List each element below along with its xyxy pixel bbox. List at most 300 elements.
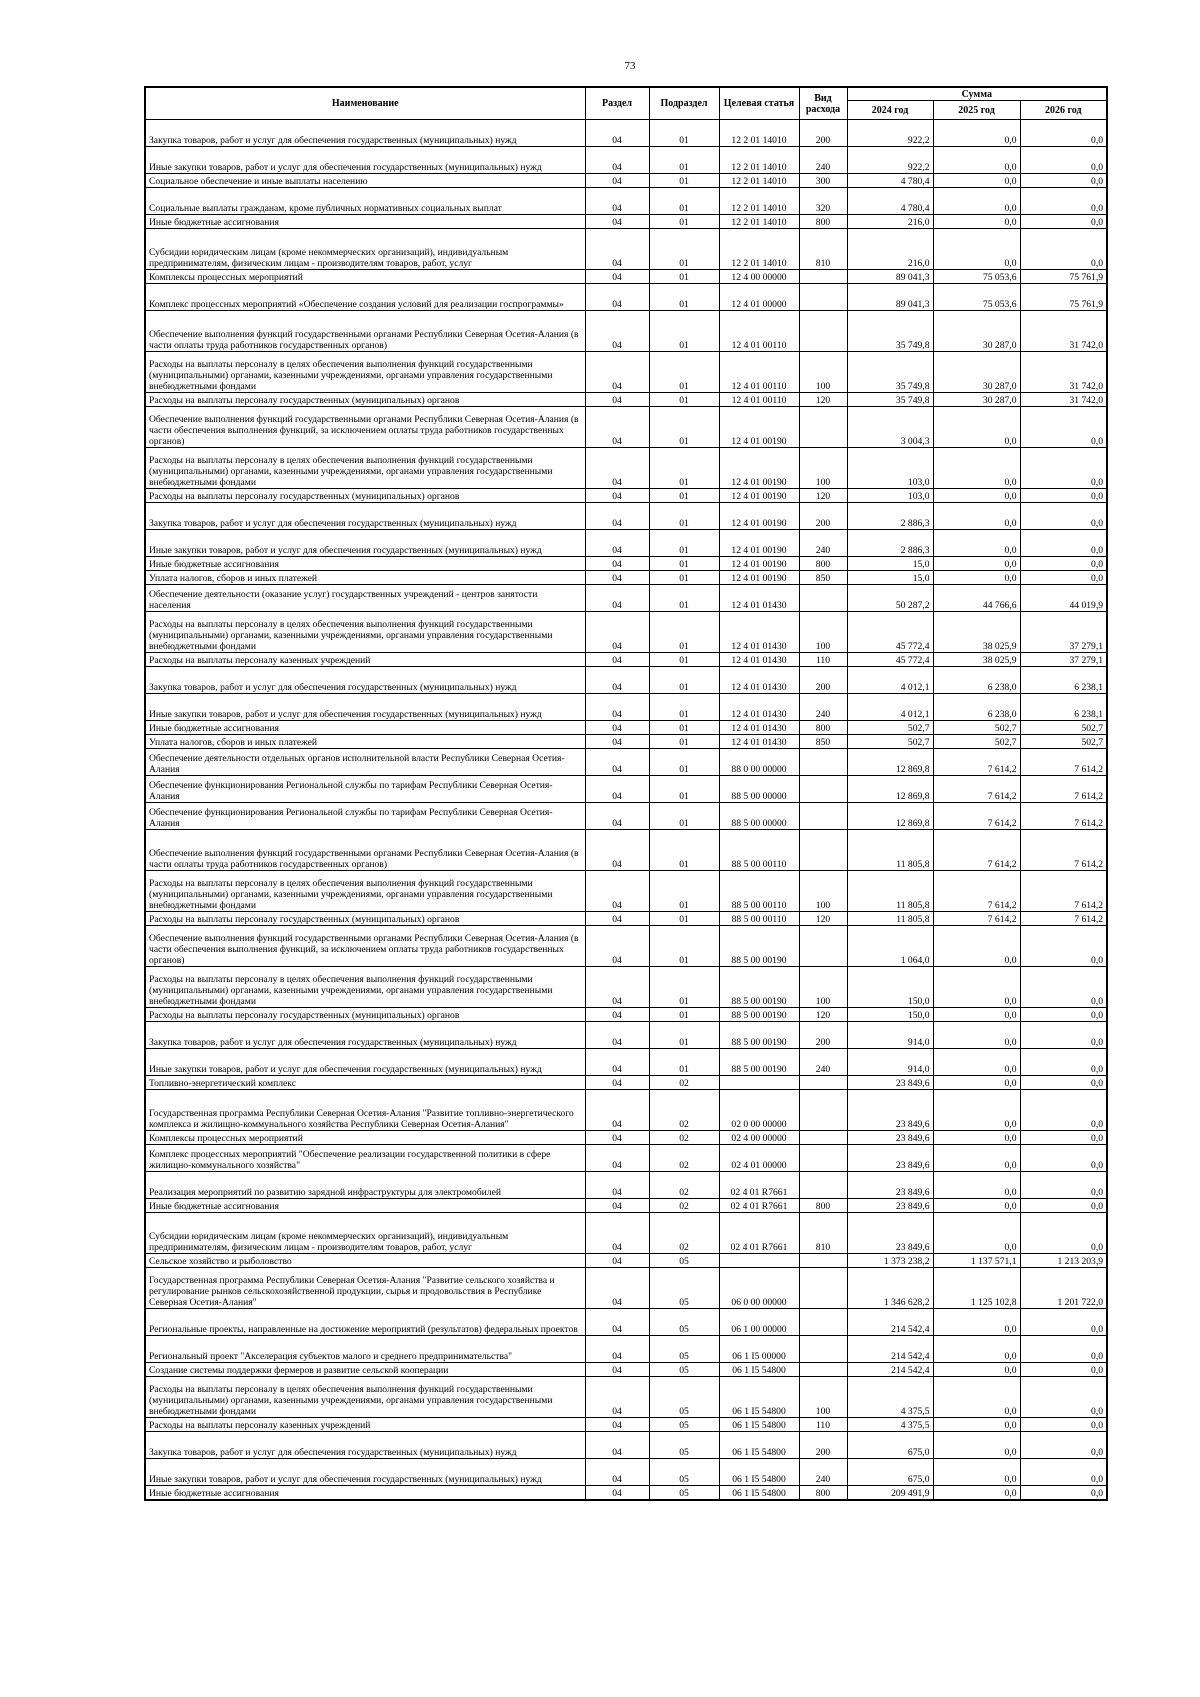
row-podrazdel: 01 — [649, 585, 719, 612]
row-sum-2026: 0,0 — [1020, 571, 1107, 585]
row-razdel: 04 — [585, 1213, 649, 1254]
row-sum-2025: 0,0 — [933, 1336, 1020, 1363]
row-name: Расходы на выплаты персоналу казенных учреждений — [145, 653, 585, 667]
table-row — [145, 1022, 1107, 1049]
row-podrazdel: 02 — [649, 1131, 719, 1145]
row-sum-2024: 103,0 — [847, 448, 933, 489]
table-row — [145, 1486, 1107, 1500]
row-razdel: 04 — [585, 147, 649, 174]
row-sum-2026: 7 614,2 — [1020, 776, 1107, 803]
row-razdel: 04 — [585, 1049, 649, 1076]
row-sum-2024: 1 064,0 — [847, 926, 933, 967]
row-razdel: 04 — [585, 912, 649, 926]
row-sum-2026: 31 742,0 — [1020, 311, 1107, 352]
row-name: Комплекс процессных мероприятий «Обеспечение создания условий для реализации госпрограммы» — [145, 284, 585, 311]
row-celevaya-statya: 02 4 01 R7661 — [719, 1172, 799, 1199]
row-vid-rashoda — [799, 311, 847, 352]
row-sum-2025: 0,0 — [933, 229, 1020, 270]
row-podrazdel: 05 — [649, 1459, 719, 1486]
row-sum-2026: 7 614,2 — [1020, 803, 1107, 830]
row-name: Комплексы процессных мероприятий — [145, 1131, 585, 1145]
row-sum-2026: 1 213 203,9 — [1020, 1254, 1107, 1268]
row-razdel: 04 — [585, 120, 649, 147]
row-razdel: 04 — [585, 721, 649, 735]
table-row — [145, 1363, 1107, 1377]
row-razdel: 04 — [585, 352, 649, 393]
row-vid-rashoda: 800 — [799, 215, 847, 229]
row-sum-2024: 150,0 — [847, 967, 933, 1008]
row-sum-2024: 15,0 — [847, 557, 933, 571]
row-sum-2025: 0,0 — [933, 1008, 1020, 1022]
table-row — [145, 1076, 1107, 1090]
row-sum-2024: 23 849,6 — [847, 1199, 933, 1213]
row-podrazdel: 01 — [649, 393, 719, 407]
row-sum-2025: 7 614,2 — [933, 912, 1020, 926]
row-sum-2024: 12 869,8 — [847, 803, 933, 830]
row-vid-rashoda: 110 — [799, 1418, 847, 1432]
row-sum-2024: 35 749,8 — [847, 393, 933, 407]
row-sum-2026: 6 238,1 — [1020, 667, 1107, 694]
row-vid-rashoda — [799, 1309, 847, 1336]
row-sum-2026: 0,0 — [1020, 1459, 1107, 1486]
row-sum-2025: 0,0 — [933, 1486, 1020, 1500]
row-celevaya-statya: 06 1 I5 54800 — [719, 1486, 799, 1500]
row-podrazdel: 02 — [649, 1090, 719, 1131]
row-sum-2026: 31 742,0 — [1020, 352, 1107, 393]
header-razdel: Раздел — [585, 87, 649, 120]
table-row — [145, 311, 1107, 352]
row-vid-rashoda: 800 — [799, 1199, 847, 1213]
row-podrazdel: 01 — [649, 530, 719, 557]
row-vid-rashoda — [799, 803, 847, 830]
row-name: Расходы на выплаты персоналу государственных (муниципальных) органов — [145, 489, 585, 503]
row-vid-rashoda — [799, 284, 847, 311]
row-celevaya-statya: 12 4 01 01430 — [719, 667, 799, 694]
table-row — [145, 1268, 1107, 1309]
row-vid-rashoda: 120 — [799, 489, 847, 503]
row-sum-2025: 0,0 — [933, 1049, 1020, 1076]
row-podrazdel: 01 — [649, 284, 719, 311]
row-razdel: 04 — [585, 1022, 649, 1049]
table-body — [145, 120, 1107, 1500]
row-name: Обеспечение деятельности (оказание услуг) государственных учреждений - центров занятости населения — [145, 585, 585, 612]
row-vid-rashoda: 120 — [799, 1008, 847, 1022]
row-name: Комплексы процессных мероприятий — [145, 270, 585, 284]
row-sum-2024: 1 373 238,2 — [847, 1254, 933, 1268]
row-sum-2026: 502,7 — [1020, 721, 1107, 735]
row-celevaya-statya: 88 5 00 00190 — [719, 1008, 799, 1022]
row-sum-2026: 75 761,9 — [1020, 284, 1107, 311]
row-celevaya-statya: 88 5 00 00110 — [719, 830, 799, 871]
row-name: Иные бюджетные ассигнования — [145, 215, 585, 229]
table-row — [145, 188, 1107, 215]
row-sum-2024: 4 012,1 — [847, 667, 933, 694]
row-razdel: 04 — [585, 215, 649, 229]
row-vid-rashoda: 200 — [799, 667, 847, 694]
row-celevaya-statya: 88 5 00 00190 — [719, 1022, 799, 1049]
row-celevaya-statya: 88 0 00 00000 — [719, 749, 799, 776]
row-name: Иные закупки товаров, работ и услуг для обеспечения государственных (муниципальных) нужд — [145, 1459, 585, 1486]
row-razdel: 04 — [585, 1363, 649, 1377]
row-vid-rashoda: 100 — [799, 352, 847, 393]
row-razdel: 04 — [585, 1418, 649, 1432]
row-sum-2024: 15,0 — [847, 571, 933, 585]
row-celevaya-statya: 88 5 00 00190 — [719, 926, 799, 967]
row-celevaya-statya — [719, 1076, 799, 1090]
header-name: Наименование — [145, 87, 585, 120]
row-sum-2025: 75 053,6 — [933, 284, 1020, 311]
row-sum-2024: 45 772,4 — [847, 653, 933, 667]
row-name: Создание системы поддержки фермеров и развитие сельской кооперации — [145, 1363, 585, 1377]
row-podrazdel: 01 — [649, 667, 719, 694]
row-sum-2026: 0,0 — [1020, 1145, 1107, 1172]
row-sum-2025: 0,0 — [933, 1418, 1020, 1432]
table-row — [145, 530, 1107, 557]
row-razdel: 04 — [585, 926, 649, 967]
row-celevaya-statya: 06 1 I5 54800 — [719, 1363, 799, 1377]
row-podrazdel: 01 — [649, 871, 719, 912]
row-vid-rashoda: 200 — [799, 503, 847, 530]
row-celevaya-statya: 12 4 01 01430 — [719, 585, 799, 612]
row-sum-2024: 4 780,4 — [847, 174, 933, 188]
row-sum-2026: 0,0 — [1020, 448, 1107, 489]
row-sum-2026: 0,0 — [1020, 1090, 1107, 1131]
row-sum-2024: 35 749,8 — [847, 352, 933, 393]
row-razdel: 04 — [585, 1090, 649, 1131]
row-name: Закупка товаров, работ и услуг для обеспечения государственных (муниципальных) нужд — [145, 503, 585, 530]
row-name: Комплекс процессных мероприятий "Обеспечение реализации государственной политики в сфере жилищно-коммунального хозяйства" — [145, 1145, 585, 1172]
row-vid-rashoda — [799, 1172, 847, 1199]
table-row — [145, 776, 1107, 803]
row-sum-2026: 0,0 — [1020, 1049, 1107, 1076]
row-razdel: 04 — [585, 1199, 649, 1213]
row-sum-2025: 0,0 — [933, 1199, 1020, 1213]
row-celevaya-statya: 12 4 01 00190 — [719, 571, 799, 585]
row-vid-rashoda — [799, 1336, 847, 1363]
table-row — [145, 1131, 1107, 1145]
row-name: Расходы на выплаты персоналу государственных (муниципальных) органов — [145, 393, 585, 407]
row-sum-2026: 0,0 — [1020, 1309, 1107, 1336]
row-vid-rashoda — [799, 1131, 847, 1145]
row-razdel: 04 — [585, 1432, 649, 1459]
row-sum-2024: 914,0 — [847, 1022, 933, 1049]
row-vid-rashoda: 110 — [799, 653, 847, 667]
row-sum-2025: 1 137 571,1 — [933, 1254, 1020, 1268]
row-name: Расходы на выплаты персоналу в целях обеспечения выполнения функций государственными (муниципальными) органами, казенными учреждениями, органами управления государственными внебюджетными фондами — [145, 352, 585, 393]
row-sum-2026: 0,0 — [1020, 1172, 1107, 1199]
row-sum-2025: 0,0 — [933, 1131, 1020, 1145]
row-sum-2024: 103,0 — [847, 489, 933, 503]
row-vid-rashoda: 200 — [799, 1432, 847, 1459]
row-podrazdel: 05 — [649, 1336, 719, 1363]
row-name: Иные закупки товаров, работ и услуг для обеспечения государственных (муниципальных) нужд — [145, 1049, 585, 1076]
row-name: Расходы на выплаты персоналу казенных учреждений — [145, 1418, 585, 1432]
row-name: Расходы на выплаты персоналу в целях обеспечения выполнения функций государственными (муниципальными) органами, казенными учреждениями, органами управления государственными внебюджетными фондами — [145, 871, 585, 912]
row-vid-rashoda: 100 — [799, 871, 847, 912]
row-sum-2025: 0,0 — [933, 1022, 1020, 1049]
row-razdel: 04 — [585, 407, 649, 448]
table-row — [145, 912, 1107, 926]
row-sum-2026: 0,0 — [1020, 557, 1107, 571]
row-sum-2024: 35 749,8 — [847, 311, 933, 352]
row-sum-2025: 75 053,6 — [933, 270, 1020, 284]
row-sum-2026: 7 614,2 — [1020, 749, 1107, 776]
row-celevaya-statya: 12 4 01 01430 — [719, 735, 799, 749]
row-podrazdel: 02 — [649, 1213, 719, 1254]
table-row — [145, 653, 1107, 667]
row-sum-2026: 7 614,2 — [1020, 871, 1107, 912]
row-celevaya-statya: 12 2 01 14010 — [719, 174, 799, 188]
budget-table — [144, 86, 1108, 1501]
row-sum-2026: 0,0 — [1020, 215, 1107, 229]
row-name: Расходы на выплаты персоналу государственных (муниципальных) органов — [145, 1008, 585, 1022]
row-name: Топливно-энергетический комплекс — [145, 1076, 585, 1090]
row-razdel: 04 — [585, 503, 649, 530]
row-name: Обеспечение выполнения функций государственными органами Республики Северная Осетия-Алания (в части обеспечения выполнения функций, за исключением оплаты труда работников государственных органов) — [145, 926, 585, 967]
row-razdel: 04 — [585, 1268, 649, 1309]
row-vid-rashoda — [799, 585, 847, 612]
row-razdel: 04 — [585, 1254, 649, 1268]
row-sum-2026: 0,0 — [1020, 503, 1107, 530]
row-sum-2025: 0,0 — [933, 120, 1020, 147]
row-sum-2025: 6 238,0 — [933, 694, 1020, 721]
row-sum-2025: 38 025,9 — [933, 612, 1020, 653]
table-row — [145, 229, 1107, 270]
row-celevaya-statya: 12 4 01 01430 — [719, 721, 799, 735]
row-celevaya-statya: 88 5 00 00190 — [719, 1049, 799, 1076]
page-number: 73 — [624, 60, 636, 72]
row-sum-2026: 0,0 — [1020, 967, 1107, 1008]
table-row — [145, 1459, 1107, 1486]
header-celevaya-statya: Целевая статья — [719, 87, 799, 120]
row-name: Обеспечение деятельности отдельных органов исполнительной власти Республики Северная Осетия-Алания — [145, 749, 585, 776]
row-razdel: 04 — [585, 749, 649, 776]
row-razdel: 04 — [585, 557, 649, 571]
row-sum-2026: 0,0 — [1020, 489, 1107, 503]
row-razdel: 04 — [585, 448, 649, 489]
row-sum-2026: 0,0 — [1020, 407, 1107, 448]
row-sum-2025: 0,0 — [933, 1213, 1020, 1254]
row-sum-2026: 75 761,9 — [1020, 270, 1107, 284]
row-razdel: 04 — [585, 1459, 649, 1486]
row-vid-rashoda: 240 — [799, 694, 847, 721]
table-row — [145, 407, 1107, 448]
row-name: Субсидии юридическим лицам (кроме некоммерческих организаций), индивидуальным предпринимателям, физическим лицам - производителям товаров, работ, услуг — [145, 1213, 585, 1254]
row-sum-2025: 7 614,2 — [933, 749, 1020, 776]
row-podrazdel: 05 — [649, 1486, 719, 1500]
row-vid-rashoda: 240 — [799, 1049, 847, 1076]
row-name: Иные закупки товаров, работ и услуг для обеспечения государственных (муниципальных) нужд — [145, 147, 585, 174]
row-sum-2024: 3 004,3 — [847, 407, 933, 448]
row-sum-2026: 0,0 — [1020, 188, 1107, 215]
table-row — [145, 735, 1107, 749]
row-razdel: 04 — [585, 284, 649, 311]
row-podrazdel: 01 — [649, 803, 719, 830]
header-vid-rashoda: Вид расхода — [799, 87, 847, 120]
row-sum-2025: 0,0 — [933, 1090, 1020, 1131]
row-name: Обеспечение функционирования Региональной службы по тарифам Республики Северная Осетия-Алания — [145, 776, 585, 803]
row-podrazdel: 01 — [649, 1049, 719, 1076]
row-name: Расходы на выплаты персоналу в целях обеспечения выполнения функций государственными (муниципальными) органами, казенными учреждениями, органами управления государственными внебюджетными фондами — [145, 612, 585, 653]
row-podrazdel: 05 — [649, 1377, 719, 1418]
table-row — [145, 1145, 1107, 1172]
row-sum-2024: 675,0 — [847, 1432, 933, 1459]
row-name: Расходы на выплаты персоналу в целях обеспечения выполнения функций государственными (муниципальными) органами, казенными учреждениями, органами управления государственными внебюджетными фондами — [145, 967, 585, 1008]
row-sum-2024: 12 869,8 — [847, 776, 933, 803]
row-vid-rashoda — [799, 270, 847, 284]
row-podrazdel: 01 — [649, 749, 719, 776]
row-sum-2024: 23 849,6 — [847, 1076, 933, 1090]
table-row — [145, 1049, 1107, 1076]
row-name: Государственная программа Республики Северная Осетия-Алания "Развитие топливно-энергетического комплекса и жилищно-коммунального хозяйства Республики Северная Осетия-Алания" — [145, 1090, 585, 1131]
row-vid-rashoda — [799, 749, 847, 776]
row-razdel: 04 — [585, 967, 649, 1008]
row-sum-2025: 0,0 — [933, 926, 1020, 967]
row-podrazdel: 01 — [649, 489, 719, 503]
row-celevaya-statya: 02 4 00 00000 — [719, 1131, 799, 1145]
row-sum-2026: 0,0 — [1020, 120, 1107, 147]
row-sum-2025: 7 614,2 — [933, 830, 1020, 871]
row-razdel: 04 — [585, 174, 649, 188]
row-sum-2026: 37 279,1 — [1020, 612, 1107, 653]
row-razdel: 04 — [585, 1309, 649, 1336]
row-celevaya-statya: 06 1 I5 54800 — [719, 1377, 799, 1418]
row-name: Закупка товаров, работ и услуг для обеспечения государственных (муниципальных) нужд — [145, 120, 585, 147]
row-razdel: 04 — [585, 530, 649, 557]
row-name: Расходы на выплаты персоналу в целях обеспечения выполнения функций государственными (муниципальными) органами, казенными учреждениями, органами управления государственными внебюджетными фондами — [145, 448, 585, 489]
row-vid-rashoda — [799, 1076, 847, 1090]
row-celevaya-statya: 06 0 00 00000 — [719, 1268, 799, 1309]
row-sum-2025: 0,0 — [933, 174, 1020, 188]
header-2025: 2025 год — [933, 101, 1020, 120]
row-sum-2024: 214 542,4 — [847, 1309, 933, 1336]
row-vid-rashoda: 120 — [799, 912, 847, 926]
table-row — [145, 1172, 1107, 1199]
row-sum-2024: 45 772,4 — [847, 612, 933, 653]
row-celevaya-statya: 88 5 00 00000 — [719, 776, 799, 803]
row-vid-rashoda: 850 — [799, 571, 847, 585]
row-podrazdel: 01 — [649, 448, 719, 489]
row-podrazdel: 01 — [649, 967, 719, 1008]
row-celevaya-statya: 06 1 00 00000 — [719, 1309, 799, 1336]
table-row — [145, 147, 1107, 174]
row-sum-2026: 0,0 — [1020, 1377, 1107, 1418]
row-sum-2025: 44 766,6 — [933, 585, 1020, 612]
row-sum-2025: 0,0 — [933, 489, 1020, 503]
row-name: Региональные проекты, направленные на достижение мероприятий (результатов) федеральных проектов — [145, 1309, 585, 1336]
table-row — [145, 393, 1107, 407]
row-sum-2026: 0,0 — [1020, 1008, 1107, 1022]
row-podrazdel: 01 — [649, 270, 719, 284]
header-2026: 2026 год — [1020, 101, 1107, 120]
row-podrazdel: 02 — [649, 1199, 719, 1213]
row-sum-2025: 0,0 — [933, 407, 1020, 448]
row-celevaya-statya: 12 4 01 00190 — [719, 448, 799, 489]
row-sum-2024: 11 805,8 — [847, 830, 933, 871]
row-podrazdel: 01 — [649, 612, 719, 653]
row-razdel: 04 — [585, 735, 649, 749]
row-podrazdel: 01 — [649, 926, 719, 967]
row-podrazdel: 05 — [649, 1268, 719, 1309]
row-sum-2024: 502,7 — [847, 721, 933, 735]
row-razdel: 04 — [585, 1336, 649, 1363]
row-sum-2024: 675,0 — [847, 1459, 933, 1486]
row-celevaya-statya: 12 4 01 01430 — [719, 612, 799, 653]
table-row — [145, 557, 1107, 571]
row-razdel: 04 — [585, 585, 649, 612]
row-razdel: 04 — [585, 653, 649, 667]
row-podrazdel: 05 — [649, 1418, 719, 1432]
row-vid-rashoda: 810 — [799, 1213, 847, 1254]
row-vid-rashoda — [799, 776, 847, 803]
row-celevaya-statya: 12 2 01 14010 — [719, 120, 799, 147]
row-razdel: 04 — [585, 1131, 649, 1145]
row-podrazdel: 01 — [649, 694, 719, 721]
row-celevaya-statya: 12 2 01 14010 — [719, 188, 799, 215]
row-podrazdel: 05 — [649, 1309, 719, 1336]
row-name: Уплата налогов, сборов и иных платежей — [145, 735, 585, 749]
table-row — [145, 1336, 1107, 1363]
row-sum-2025: 0,0 — [933, 1172, 1020, 1199]
row-name: Сельское хозяйство и рыболовство — [145, 1254, 585, 1268]
row-sum-2026: 0,0 — [1020, 1213, 1107, 1254]
row-podrazdel: 01 — [649, 188, 719, 215]
row-vid-rashoda: 300 — [799, 174, 847, 188]
table-row — [145, 721, 1107, 735]
row-sum-2026: 0,0 — [1020, 1076, 1107, 1090]
row-name: Расходы на выплаты персоналу государственных (муниципальных) органов — [145, 912, 585, 926]
row-vid-rashoda — [799, 1090, 847, 1131]
row-podrazdel: 01 — [649, 407, 719, 448]
row-name: Расходы на выплаты персоналу в целях обеспечения выполнения функций государственными (муниципальными) органами, казенными учреждениями, органами управления государственными внебюджетными фондами — [145, 1377, 585, 1418]
row-podrazdel: 01 — [649, 735, 719, 749]
row-sum-2025: 0,0 — [933, 571, 1020, 585]
row-sum-2026: 0,0 — [1020, 147, 1107, 174]
row-vid-rashoda: 320 — [799, 188, 847, 215]
table-row — [145, 1254, 1107, 1268]
row-vid-rashoda: 240 — [799, 530, 847, 557]
row-name: Обеспечение выполнения функций государственными органами Республики Северная Осетия-Алания (в части оплаты труда работников государственных органов) — [145, 311, 585, 352]
row-sum-2024: 89 041,3 — [847, 284, 933, 311]
row-sum-2026: 0,0 — [1020, 530, 1107, 557]
row-sum-2025: 0,0 — [933, 448, 1020, 489]
row-name: Иные бюджетные ассигнования — [145, 721, 585, 735]
row-celevaya-statya: 12 4 01 00190 — [719, 530, 799, 557]
row-sum-2025: 502,7 — [933, 721, 1020, 735]
row-sum-2026: 37 279,1 — [1020, 653, 1107, 667]
row-sum-2025: 1 125 102,8 — [933, 1268, 1020, 1309]
row-celevaya-statya: 12 4 01 00110 — [719, 352, 799, 393]
row-razdel: 04 — [585, 803, 649, 830]
row-vid-rashoda: 100 — [799, 967, 847, 1008]
row-name: Государственная программа Республики Северная Осетия-Алания "Развитие сельского хозяйства и регулирование рынков сельскохозяйственной продукции, сырья и продовольствия в Республике Северная Осетия-Алания" — [145, 1268, 585, 1309]
row-sum-2024: 4 375,5 — [847, 1377, 933, 1418]
row-sum-2025: 38 025,9 — [933, 653, 1020, 667]
row-celevaya-statya: 02 0 00 00000 — [719, 1090, 799, 1131]
row-sum-2025: 7 614,2 — [933, 871, 1020, 912]
row-vid-rashoda: 850 — [799, 735, 847, 749]
row-razdel: 04 — [585, 188, 649, 215]
table-row — [145, 694, 1107, 721]
row-podrazdel: 02 — [649, 1076, 719, 1090]
header-2024: 2024 год — [847, 101, 933, 120]
row-podrazdel: 01 — [649, 830, 719, 871]
header-podrazdel: Подраздел — [649, 87, 719, 120]
row-podrazdel: 02 — [649, 1145, 719, 1172]
table-row — [145, 352, 1107, 393]
row-vid-rashoda — [799, 926, 847, 967]
row-celevaya-statya: 12 4 01 01430 — [719, 694, 799, 721]
